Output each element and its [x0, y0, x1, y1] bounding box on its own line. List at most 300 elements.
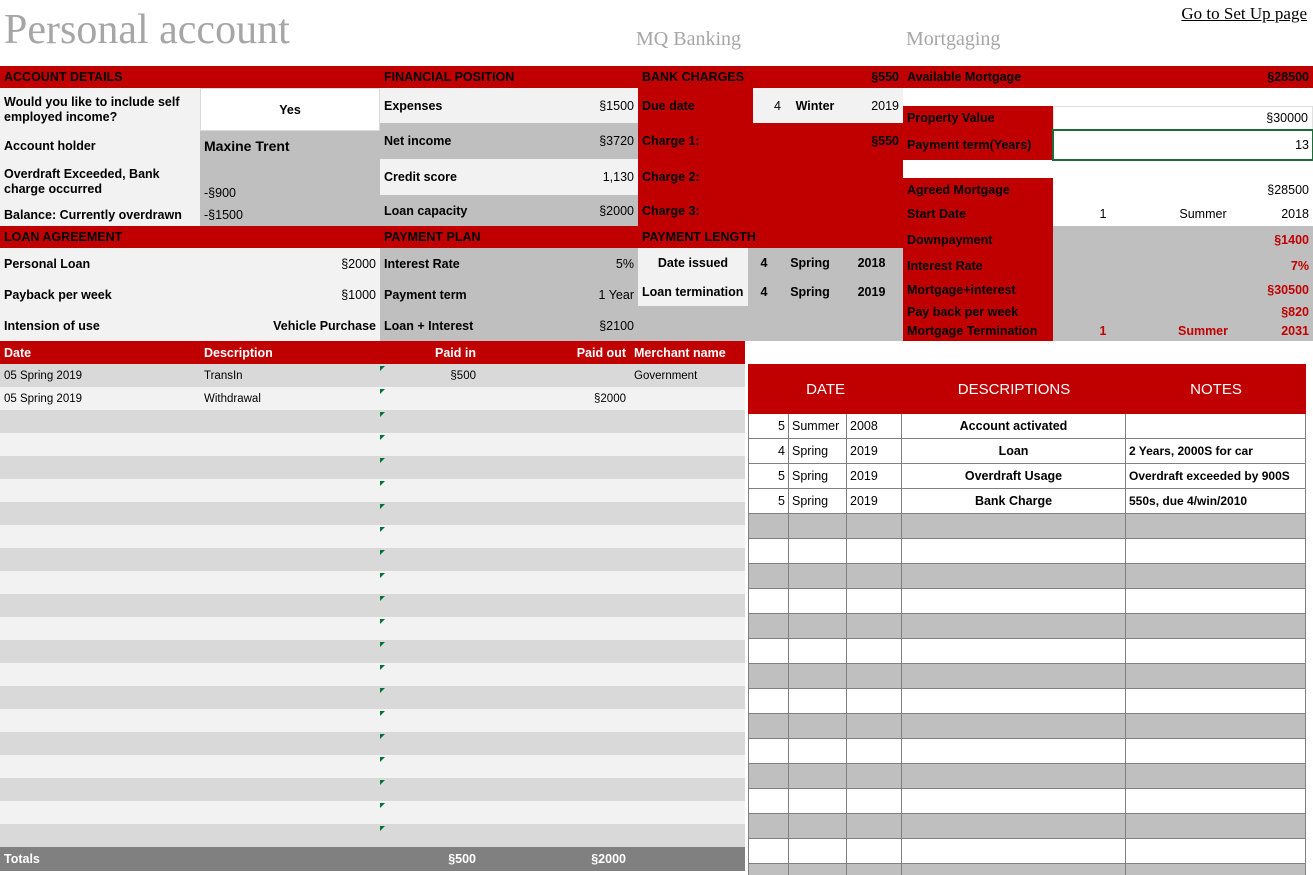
- value-overdraft-charge: -§900: [200, 160, 380, 203]
- notes-cell-note[interactable]: [1126, 689, 1306, 714]
- notes-cell-description[interactable]: [902, 639, 1126, 664]
- notes-cell-description[interactable]: [902, 814, 1126, 839]
- notes-row[interactable]: [748, 464, 1306, 489]
- notes-row[interactable]: [748, 589, 1306, 614]
- notes-cell-day[interactable]: [748, 689, 789, 714]
- notes-header-row: [748, 364, 1306, 414]
- table-row[interactable]: [0, 686, 745, 709]
- due-date-season: Winter: [785, 88, 845, 123]
- notes-cell-season[interactable]: [789, 539, 847, 564]
- notes-cell-season[interactable]: [789, 514, 847, 539]
- cell-paid-out[interactable]: [480, 663, 630, 686]
- notes-cell-year[interactable]: [847, 589, 902, 614]
- notes-row[interactable]: [748, 439, 1306, 464]
- notes-cell-season[interactable]: [789, 764, 847, 789]
- cell-description[interactable]: [200, 663, 380, 686]
- label-overdraft-exceeded: Overdraft Exceeded, Bank charge occurred: [0, 160, 200, 203]
- cell-paid-in[interactable]: [380, 824, 480, 847]
- notes-cell-year[interactable]: [847, 864, 902, 875]
- cell-merchant-name[interactable]: [630, 686, 745, 709]
- notes-cell-year[interactable]: [847, 539, 902, 564]
- label-payment-term-years: Payment term(Years): [903, 130, 1053, 160]
- cell-merchant-name[interactable]: [630, 640, 745, 663]
- cell-paid-out[interactable]: [480, 686, 630, 709]
- notes-row[interactable]: [748, 639, 1306, 664]
- cell-description[interactable]: [200, 525, 380, 548]
- notes-row[interactable]: [748, 839, 1306, 864]
- cell-description[interactable]: [200, 617, 380, 640]
- notes-cell-description[interactable]: [902, 714, 1126, 739]
- notes-cell-day[interactable]: [748, 714, 789, 739]
- notes-cell-year[interactable]: [847, 514, 902, 539]
- cell-date[interactable]: [0, 525, 200, 548]
- notes-row[interactable]: [748, 714, 1306, 739]
- cell-merchant-name[interactable]: Government: [634, 369, 698, 382]
- notes-cell-year[interactable]: 2019: [847, 489, 902, 514]
- notes-cell-season[interactable]: Summer: [789, 414, 847, 439]
- notes-cell-season[interactable]: [789, 614, 847, 639]
- table-row[interactable]: [0, 525, 745, 548]
- notes-cell-note[interactable]: [1126, 764, 1306, 789]
- notes-cell-note[interactable]: [1126, 639, 1306, 664]
- cell-merchant-name[interactable]: [630, 433, 745, 456]
- cell-paid-in[interactable]: [380, 801, 480, 824]
- notes-cell-note[interactable]: [1126, 839, 1306, 864]
- cell-paid-out[interactable]: [480, 502, 630, 525]
- label-property-value: Property Value: [903, 106, 1053, 130]
- table-row[interactable]: [0, 364, 745, 387]
- table-row[interactable]: [0, 778, 745, 801]
- notes-cell-day[interactable]: [748, 664, 789, 689]
- notes-row[interactable]: [748, 414, 1306, 439]
- totals-paid-in: §500: [448, 852, 476, 866]
- date-issued-year: 2018: [840, 248, 903, 277]
- notes-cell-day[interactable]: [748, 789, 789, 814]
- notes-row[interactable]: [748, 789, 1306, 814]
- cell-date[interactable]: [0, 433, 200, 456]
- cell-description[interactable]: [200, 640, 380, 663]
- cell-merchant-name[interactable]: [630, 594, 745, 617]
- notes-cell-year[interactable]: [847, 664, 902, 689]
- notes-cell-season[interactable]: [789, 739, 847, 764]
- cell-paid-out[interactable]: [480, 732, 630, 755]
- notes-cell-year[interactable]: [847, 614, 902, 639]
- notes-cell-day[interactable]: [748, 639, 789, 664]
- notes-cell-season[interactable]: [789, 789, 847, 814]
- notes-cell-note[interactable]: [1126, 739, 1306, 764]
- value-include-self-employed-income[interactable]: Yes: [200, 88, 380, 131]
- notes-cell-season[interactable]: [789, 689, 847, 714]
- cell-description[interactable]: [200, 732, 380, 755]
- cell-merchant-name[interactable]: [630, 709, 745, 732]
- notes-cell-note[interactable]: [1126, 814, 1306, 839]
- notes-cell-note[interactable]: [1126, 414, 1306, 439]
- cell-paid-out[interactable]: [480, 640, 630, 663]
- table-row[interactable]: [0, 663, 745, 686]
- transactions-totals-row: [0, 847, 745, 871]
- label-loan-capacity: Loan capacity: [380, 195, 521, 226]
- cell-merchant-name[interactable]: [630, 801, 745, 824]
- notes-cell-season[interactable]: Spring: [789, 489, 847, 514]
- notes-cell-year[interactable]: 2019: [847, 464, 902, 489]
- cell-date[interactable]: [0, 755, 200, 778]
- notes-row[interactable]: [748, 864, 1306, 875]
- notes-cell-description[interactable]: [902, 664, 1126, 689]
- cell-paid-in[interactable]: [380, 433, 480, 456]
- payment-length-filler-right: [748, 306, 903, 341]
- value-account-holder[interactable]: Maxine Trent: [200, 131, 380, 160]
- cell-paid-out[interactable]: [480, 456, 630, 479]
- transactions-table: [0, 341, 745, 871]
- cell-description[interactable]: [200, 456, 380, 479]
- table-row[interactable]: [0, 640, 745, 663]
- cell-paid-in[interactable]: [380, 594, 480, 617]
- notes-header-date-year: [847, 364, 902, 414]
- cell-date[interactable]: [0, 617, 200, 640]
- notes-header-notes: NOTES: [1190, 380, 1242, 398]
- cell-date[interactable]: [0, 571, 200, 594]
- table-row[interactable]: [0, 732, 745, 755]
- value-charge-2: [753, 159, 903, 195]
- table-row[interactable]: [0, 548, 745, 571]
- transactions-body: [0, 364, 745, 847]
- cell-merchant-name[interactable]: [630, 617, 745, 640]
- notes-cell-day[interactable]: [748, 814, 789, 839]
- table-row[interactable]: [0, 433, 745, 456]
- cell-date[interactable]: [0, 479, 200, 502]
- label-mortgage-plus-interest: Mortgage+interest: [903, 278, 1053, 302]
- cell-date[interactable]: [0, 824, 200, 847]
- column-header-paid-in: Paid in: [435, 345, 476, 360]
- cell-date[interactable]: [0, 686, 200, 709]
- notes-cell-year[interactable]: [847, 639, 902, 664]
- start-date-day: 1: [1053, 202, 1153, 226]
- notes-cell-year[interactable]: [847, 789, 902, 814]
- cell-date[interactable]: [0, 732, 200, 755]
- cell-merchant-name[interactable]: [630, 755, 745, 778]
- notes-cell-day[interactable]: 5: [748, 489, 789, 514]
- notes-cell-note[interactable]: [1126, 714, 1306, 739]
- value-charge-1: §550: [753, 123, 903, 159]
- notes-cell-year[interactable]: [847, 764, 902, 789]
- value-intension-of-use: Vehicle Purchase: [200, 310, 380, 341]
- notes-cell-year[interactable]: [847, 564, 902, 589]
- cell-paid-out[interactable]: [480, 525, 630, 548]
- notes-cell-season[interactable]: [789, 864, 847, 875]
- cell-date[interactable]: [0, 801, 200, 824]
- cell-date[interactable]: [0, 410, 200, 433]
- notes-cell-description[interactable]: [902, 864, 1126, 875]
- notes-cell-day[interactable]: 4: [748, 439, 789, 464]
- cell-description[interactable]: [200, 778, 380, 801]
- mortgage-termination-day: 1: [1053, 321, 1153, 341]
- cell-description[interactable]: [200, 824, 380, 847]
- notes-cell-note[interactable]: Overdraft exceeded by 900S: [1126, 464, 1306, 489]
- table-row[interactable]: [0, 387, 745, 410]
- value-payment-term-years[interactable]: 13: [1053, 130, 1313, 160]
- loan-termination-season: Spring: [780, 277, 840, 306]
- notes-cell-note[interactable]: 550s, due 4/win/2010: [1126, 489, 1306, 514]
- label-charge-1: Charge 1:: [638, 123, 753, 159]
- cell-description[interactable]: TransIn: [204, 369, 243, 382]
- notes-cell-description[interactable]: [902, 839, 1126, 864]
- cell-merchant-name[interactable]: [630, 663, 745, 686]
- cell-paid-out[interactable]: [480, 479, 630, 502]
- notes-cell-year[interactable]: 2019: [847, 439, 902, 464]
- column-header-merchant-name: Merchant name: [634, 345, 726, 360]
- notes-cell-year[interactable]: 2008: [847, 414, 902, 439]
- notes-cell-day[interactable]: [748, 764, 789, 789]
- notes-cell-description[interactable]: Bank Charge: [902, 489, 1126, 514]
- column-header-paid-out: Paid out: [576, 345, 626, 360]
- notes-cell-note[interactable]: [1126, 514, 1306, 539]
- notes-cell-description[interactable]: [902, 614, 1126, 639]
- cell-description[interactable]: [200, 801, 380, 824]
- cell-paid-out[interactable]: [480, 755, 630, 778]
- cell-description[interactable]: [200, 410, 380, 433]
- notes-cell-note[interactable]: [1126, 789, 1306, 814]
- cell-paid-out[interactable]: [480, 571, 630, 594]
- cell-paid-out[interactable]: §2000: [594, 392, 626, 405]
- notes-cell-day[interactable]: [748, 539, 789, 564]
- label-charge-2: Charge 2:: [638, 159, 753, 195]
- value-downpayment: §1400: [1053, 226, 1313, 253]
- cell-paid-in[interactable]: [380, 502, 480, 525]
- cell-merchant-name[interactable]: [630, 456, 745, 479]
- notes-cell-description[interactable]: [902, 789, 1126, 814]
- label-net-income: Net income: [380, 123, 521, 159]
- cell-merchant-name[interactable]: [630, 548, 745, 571]
- date-issued-season: Spring: [780, 248, 840, 277]
- notes-cell-description[interactable]: [902, 514, 1126, 539]
- totals-paid-out: §2000: [591, 852, 626, 866]
- cell-description[interactable]: [200, 755, 380, 778]
- cell-merchant-name[interactable]: [630, 502, 745, 525]
- table-row[interactable]: [0, 410, 745, 433]
- table-row[interactable]: [0, 617, 745, 640]
- page-title: Personal account: [4, 7, 290, 53]
- cell-paid-in[interactable]: [380, 571, 480, 594]
- notes-row[interactable]: [748, 739, 1306, 764]
- value-net-income: §3720: [521, 123, 638, 159]
- cell-paid-in[interactable]: [380, 525, 480, 548]
- notes-cell-note[interactable]: 2 Years, 2000S for car: [1126, 439, 1306, 464]
- notes-row[interactable]: [748, 614, 1306, 639]
- notes-cell-season[interactable]: [789, 564, 847, 589]
- cell-merchant-name[interactable]: [630, 410, 745, 433]
- notes-cell-description[interactable]: [902, 689, 1126, 714]
- label-credit-score: Credit score: [380, 159, 521, 195]
- cell-paid-out[interactable]: [480, 594, 630, 617]
- notes-cell-season[interactable]: [789, 589, 847, 614]
- cell-description[interactable]: [200, 479, 380, 502]
- cell-merchant-name[interactable]: [630, 824, 745, 847]
- cell-paid-out[interactable]: [480, 778, 630, 801]
- cell-paid-in[interactable]: [380, 456, 480, 479]
- table-row[interactable]: [0, 456, 745, 479]
- cell-paid-out[interactable]: [480, 824, 630, 847]
- notes-cell-day[interactable]: [748, 589, 789, 614]
- cell-merchant-name[interactable]: [630, 387, 745, 410]
- notes-row[interactable]: [748, 489, 1306, 514]
- cell-paid-in[interactable]: [380, 548, 480, 571]
- table-row[interactable]: [0, 801, 745, 824]
- notes-cell-note[interactable]: [1126, 664, 1306, 689]
- notes-cell-day[interactable]: [748, 514, 789, 539]
- value-credit-score: 1,130: [521, 159, 638, 195]
- cell-paid-out[interactable]: [480, 433, 630, 456]
- notes-cell-year[interactable]: [847, 839, 902, 864]
- cell-date[interactable]: [0, 594, 200, 617]
- cell-description[interactable]: Withdrawal: [204, 392, 261, 405]
- table-row[interactable]: [0, 594, 745, 617]
- label-charge-3: Charge 3:: [638, 195, 753, 226]
- notes-cell-season[interactable]: [789, 664, 847, 689]
- notes-cell-description[interactable]: Overdraft Usage: [902, 464, 1126, 489]
- notes-cell-day[interactable]: [748, 614, 789, 639]
- notes-row[interactable]: [748, 764, 1306, 789]
- cell-paid-out[interactable]: [480, 801, 630, 824]
- notes-cell-year[interactable]: [847, 689, 902, 714]
- notes-cell-season[interactable]: Spring: [789, 464, 847, 489]
- notes-cell-note[interactable]: [1126, 539, 1306, 564]
- cell-date[interactable]: [0, 548, 200, 571]
- notes-cell-day[interactable]: 5: [748, 414, 789, 439]
- notes-cell-year[interactable]: [847, 714, 902, 739]
- cell-description[interactable]: [200, 686, 380, 709]
- value-loan-capacity: §2000: [521, 195, 638, 226]
- value-loan-payment-term: 1 Year: [521, 279, 638, 310]
- cell-description[interactable]: [200, 548, 380, 571]
- notes-row[interactable]: [748, 814, 1306, 839]
- notes-cell-day[interactable]: [748, 839, 789, 864]
- section-header-payment-plan: PAYMENT PLAN: [380, 226, 638, 248]
- cell-description[interactable]: [200, 571, 380, 594]
- cell-paid-in[interactable]: [380, 410, 480, 433]
- cell-date[interactable]: [0, 640, 200, 663]
- label-loan-payment-term: Payment term: [380, 279, 521, 310]
- cell-paid-out[interactable]: [480, 709, 630, 732]
- cell-merchant-name[interactable]: [630, 732, 745, 755]
- cell-paid-in[interactable]: [380, 686, 480, 709]
- cell-paid-in[interactable]: [380, 617, 480, 640]
- cell-paid-in[interactable]: §500: [380, 364, 480, 387]
- notes-cell-description[interactable]: Loan: [902, 439, 1126, 464]
- section-header-financial-position: FINANCIAL POSITION: [380, 66, 638, 88]
- table-row[interactable]: [0, 755, 745, 778]
- value-property-value[interactable]: §30000: [1053, 106, 1313, 130]
- cell-paid-out[interactable]: [480, 410, 630, 433]
- table-row[interactable]: [0, 479, 745, 502]
- value-pay-back-per-week: §820: [1053, 302, 1313, 321]
- cell-description[interactable]: [200, 433, 380, 456]
- notes-cell-season[interactable]: [789, 814, 847, 839]
- notes-row[interactable]: [748, 514, 1306, 539]
- cell-paid-in[interactable]: [380, 755, 480, 778]
- notes-cell-description[interactable]: [902, 739, 1126, 764]
- cell-description[interactable]: [200, 594, 380, 617]
- notes-cell-day[interactable]: [748, 564, 789, 589]
- cell-date[interactable]: [0, 456, 200, 479]
- label-balance-overdrawn: Balance: Currently overdrawn: [0, 203, 200, 226]
- value-personal-loan: §2000: [200, 248, 380, 279]
- notes-cell-description[interactable]: [902, 539, 1126, 564]
- notes-cell-day[interactable]: 5: [748, 464, 789, 489]
- date-issued-day: 4: [748, 248, 780, 277]
- cell-merchant-name[interactable]: [630, 479, 745, 502]
- notes-cell-description[interactable]: Account activated: [902, 414, 1126, 439]
- cell-date[interactable]: [0, 709, 200, 732]
- cell-date[interactable]: 05 Spring 2019: [4, 369, 83, 382]
- section-header-loan-agreement: LOAN AGREEMENT: [0, 226, 380, 248]
- table-row[interactable]: [0, 824, 745, 847]
- cell-merchant-name[interactable]: [630, 571, 745, 594]
- notes-cell-note[interactable]: [1126, 614, 1306, 639]
- notes-cell-day[interactable]: [748, 864, 789, 875]
- notes-cell-season[interactable]: [789, 839, 847, 864]
- notes-header-date: DATE: [806, 380, 845, 398]
- cell-description[interactable]: [200, 502, 380, 525]
- cell-paid-in[interactable]: [380, 479, 480, 502]
- notes-row[interactable]: [748, 564, 1306, 589]
- table-row[interactable]: [0, 709, 745, 732]
- notes-cell-note[interactable]: [1126, 564, 1306, 589]
- notes-cell-season[interactable]: [789, 639, 847, 664]
- notes-table: [748, 364, 1306, 875]
- cell-merchant-name[interactable]: [630, 778, 745, 801]
- cell-date[interactable]: [0, 502, 200, 525]
- section-header-bank-charges: BANK CHARGES: [638, 66, 800, 88]
- label-pay-back-per-week: Pay back per week: [903, 302, 1053, 321]
- cell-merchant-name[interactable]: [630, 525, 745, 548]
- notes-row[interactable]: [748, 689, 1306, 714]
- cell-paid-in[interactable]: [380, 640, 480, 663]
- cell-date[interactable]: [0, 778, 200, 801]
- label-loan-termination: Loan termination: [638, 277, 748, 306]
- table-row[interactable]: [0, 571, 745, 594]
- cell-date[interactable]: 05 Spring 2019: [4, 392, 83, 405]
- notes-cell-description[interactable]: [902, 764, 1126, 789]
- cell-paid-out[interactable]: [480, 364, 630, 387]
- cell-paid-out[interactable]: [480, 617, 630, 640]
- notes-row[interactable]: [748, 664, 1306, 689]
- notes-cell-year[interactable]: [847, 814, 902, 839]
- transactions-header-row: [0, 341, 745, 364]
- cell-paid-out[interactable]: [480, 548, 630, 571]
- notes-cell-season[interactable]: Spring: [789, 439, 847, 464]
- table-row[interactable]: [0, 502, 745, 525]
- cell-description[interactable]: [200, 709, 380, 732]
- notes-cell-note[interactable]: [1126, 864, 1306, 875]
- label-loan-interest-rate: Interest Rate: [380, 248, 521, 279]
- cell-paid-in[interactable]: [380, 663, 480, 686]
- title-bar: [0, 0, 1313, 64]
- notes-cell-description[interactable]: [902, 589, 1126, 614]
- go-to-setup-page-link[interactable]: Go to Set Up page: [1181, 4, 1307, 23]
- notes-row[interactable]: [748, 539, 1306, 564]
- notes-cell-season[interactable]: [789, 714, 847, 739]
- notes-cell-day[interactable]: [748, 739, 789, 764]
- notes-cell-year[interactable]: [847, 739, 902, 764]
- cell-date[interactable]: [0, 663, 200, 686]
- cell-paid-in[interactable]: [380, 709, 480, 732]
- cell-paid-in[interactable]: [380, 387, 480, 410]
- value-loan-interest-rate: 5%: [521, 248, 638, 279]
- notes-cell-note[interactable]: [1126, 589, 1306, 614]
- notes-cell-description[interactable]: [902, 564, 1126, 589]
- cell-paid-in[interactable]: [380, 732, 480, 755]
- cell-paid-in[interactable]: [380, 778, 480, 801]
